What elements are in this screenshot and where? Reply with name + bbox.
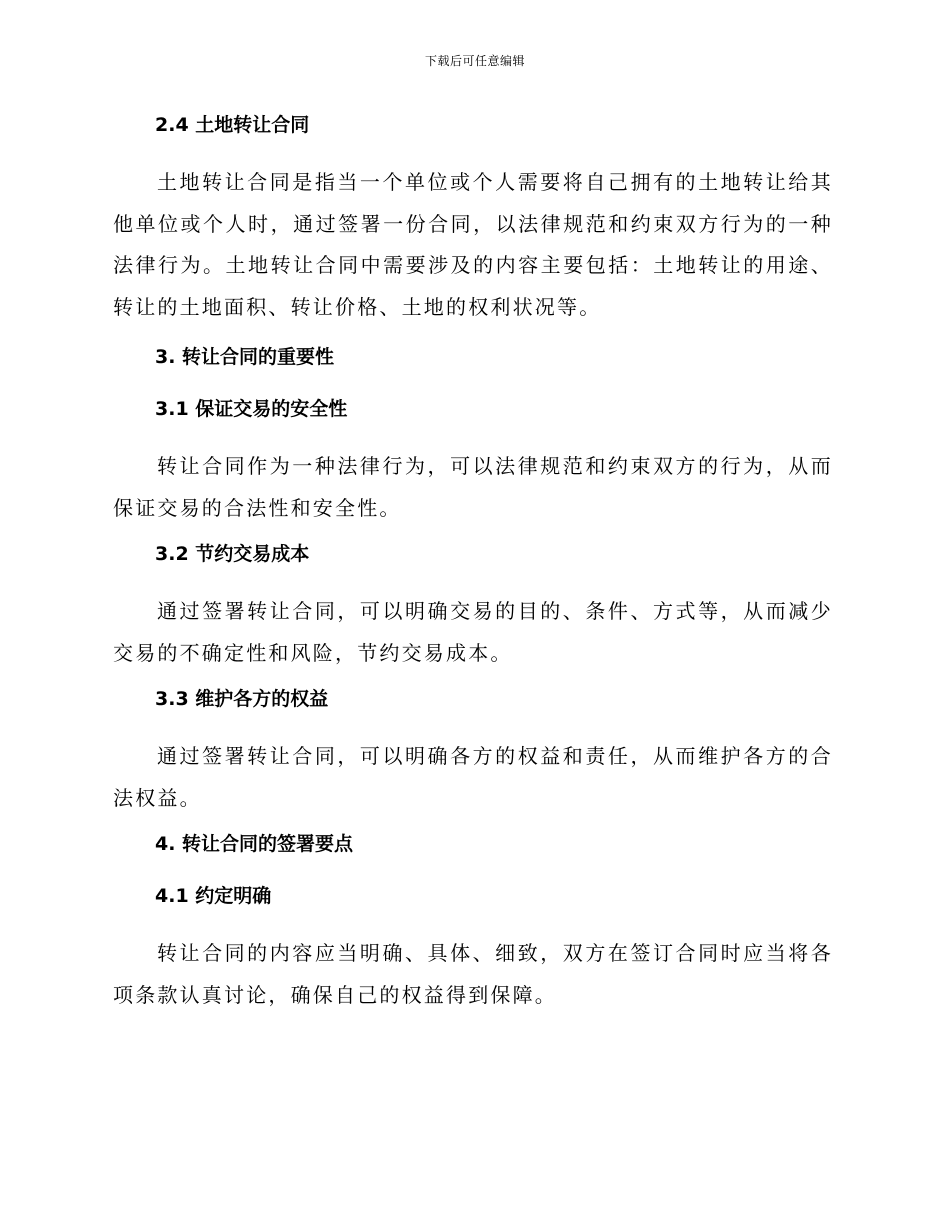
section-heading-2-4: 2.4 土地转让合同 (155, 114, 310, 136)
section-heading-3-2: 3.2 节约交易成本 (155, 543, 310, 565)
section-paragraph-3-3: 通过签署转让合同，可以明确各方的权益和责任，从而维护各方的合法权益。 (113, 744, 833, 810)
section-heading-3: 3. 转让合同的重要性 (155, 346, 335, 368)
section-heading-3-3: 3.3 维护各方的权益 (155, 688, 329, 710)
section-paragraph-2-4: 土地转让合同是指当一个单位或个人需要将自己拥有的土地转让给其他单位或个人时，通过签署一份合同，以法律规范和约束双方行为的一种法律行为。土地转让合同中需要涉及的内容主要包括：土地转让的用途、转让的土地面积、转让价格、土地的权利状况等。 (113, 170, 833, 319)
section-paragraph-3-2: 通过签署转让合同，可以明确交易的目的、条件、方式等，从而减少交易的不确定性和风险，节约交易成本。 (113, 599, 833, 665)
section-paragraph-4-1: 转让合同的内容应当明确、具体、细致，双方在签订合同时应当将各项条款认真讨论，确保自己的权益得到保障。 (113, 941, 833, 1007)
section-heading-4: 4. 转让合同的签署要点 (155, 833, 354, 855)
document-body (113, 110, 833, 1022)
section-heading-4-1: 4.1 约定明确 (155, 885, 272, 907)
page-header: 下载后可任意编辑 (424, 54, 525, 68)
section-paragraph-3-1: 转让合同作为一种法律行为，可以法律规范和约束双方的行为，从而保证交易的合法性和安全性。 (113, 454, 833, 520)
section-heading-3-1: 3.1 保证交易的安全性 (155, 398, 348, 420)
